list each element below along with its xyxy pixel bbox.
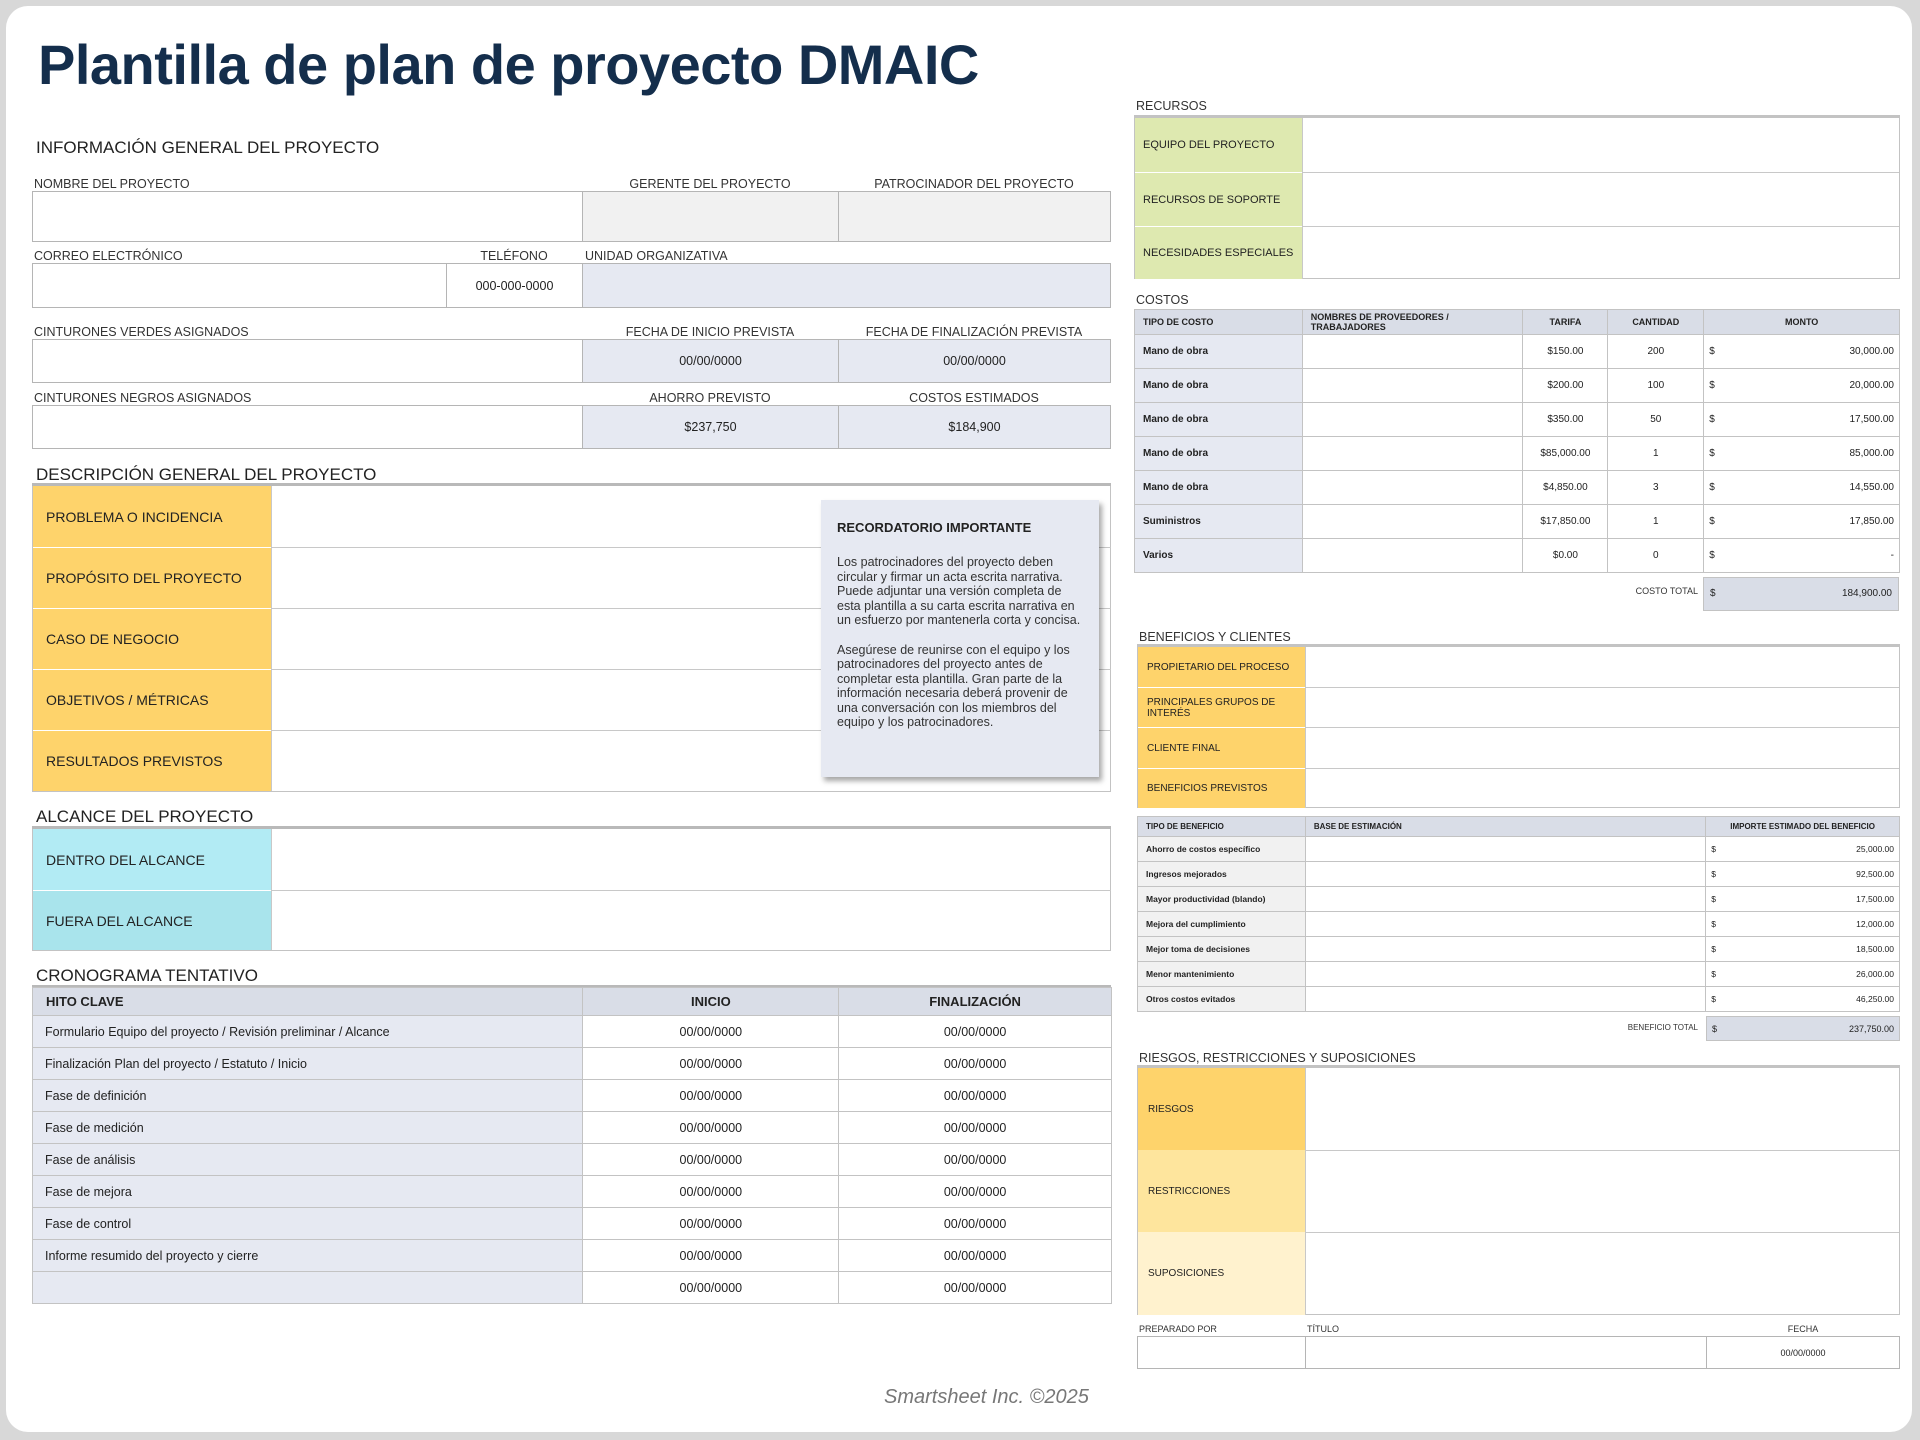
cost-supplier-cell[interactable]	[1302, 505, 1523, 539]
cost-supplier-cell[interactable]	[1302, 335, 1523, 369]
timeline-end-cell[interactable]: 00/00/0000	[839, 1272, 1112, 1304]
timeline-milestone-cell[interactable]: Fase de análisis	[33, 1144, 583, 1176]
cost-rate-cell[interactable]: $150.00	[1523, 335, 1608, 369]
cost-supplier-cell[interactable]	[1302, 437, 1523, 471]
table-row	[1135, 335, 1900, 369]
label-black-belts: CINTURONES NEGROS ASIGNADOS	[34, 391, 252, 405]
resources-input-area[interactable]	[1303, 118, 1899, 279]
table-row	[1138, 862, 1900, 887]
costs-total-currency: $	[1710, 588, 1716, 599]
timeline-header-end: FINALIZACIÓN	[839, 988, 1112, 1016]
benefit-header-amount: IMPORTE ESTIMADO DEL BENEFICIO	[1706, 817, 1900, 837]
benefits-table	[1137, 644, 1900, 808]
benefit-currency: $	[1711, 969, 1716, 979]
table-row	[1135, 471, 1900, 505]
benefit-amount-cell	[1706, 937, 1900, 962]
scope-table	[32, 829, 1111, 951]
cost-type-cell[interactable]: Mano de obra	[1135, 437, 1303, 471]
benefit-amount-value: 17,500.00	[1856, 894, 1894, 904]
table-row	[33, 1208, 1112, 1240]
cost-amount-value: 20,000.00	[1849, 380, 1894, 391]
overview-row-business-case: CASO DE NEGOCIO	[33, 608, 271, 669]
reminder-text-1: Los patrocinadores del proyecto deben circular y firmar un acta escrita narrativa. Puede adjuntar una versión completa de esta plantilla a su carta escrita narrativa en un esfuerzo por mantenerla corta y concisa.	[837, 555, 1081, 627]
reminder-text-2: Asegúrese de reunirse con el equipo y los patrocinadores del proyecto antes de completar esta plantilla. Gran parte de la información necesaria deberá provenir de una conversación con los miembros del equipo y los patrocinadores.	[837, 642, 1070, 729]
benefits-total-value: 237,750.00	[1848, 1024, 1894, 1034]
benefit-amount-cell	[1706, 912, 1900, 937]
benefits-total-currency: $	[1712, 1024, 1718, 1034]
risks-row-assumptions: SUPOSICIONES	[1138, 1232, 1305, 1315]
resources-row-special: NECESIDADES ESPECIALES	[1135, 226, 1302, 279]
benefit-amount-cell	[1706, 962, 1900, 987]
cost-currency: $	[1709, 414, 1715, 425]
benefit-type-cell[interactable]: Otros costos evitados	[1138, 987, 1306, 1012]
cost-amount-cell	[1704, 505, 1900, 539]
costs-table	[1134, 309, 1900, 573]
benefit-basis-cell[interactable]	[1305, 837, 1705, 862]
cost-type-cell[interactable]: Mano de obra	[1135, 403, 1303, 437]
benefit-basis-cell[interactable]	[1305, 962, 1705, 987]
costs-field[interactable]: $184,900	[838, 405, 1111, 449]
benefit-type-cell[interactable]: Mayor productividad (blando)	[1138, 887, 1306, 912]
risks-table	[1137, 1065, 1900, 1315]
label-email: CORREO ELECTRÓNICO	[34, 249, 183, 263]
cost-amount-value: 30,000.00	[1849, 346, 1894, 357]
table-row	[33, 1144, 1112, 1176]
prepared-by-field[interactable]	[1137, 1336, 1306, 1369]
timeline-milestone-cell[interactable]: Fase de control	[33, 1208, 583, 1240]
timeline-start-cell[interactable]: 00/00/0000	[583, 1112, 839, 1144]
benefits-input-area[interactable]	[1306, 647, 1899, 808]
benefit-amount-value: 25,000.00	[1856, 844, 1894, 854]
timeline-end-cell[interactable]: 00/00/0000	[839, 1144, 1112, 1176]
page-title: Plantilla de plan de proyecto DMAIC	[38, 33, 979, 96]
table-row	[33, 1240, 1112, 1272]
timeline-milestone-cell[interactable]: Formulario Equipo del proyecto / Revisión preliminar / Alcance	[33, 1016, 583, 1048]
timeline-start-cell[interactable]: 00/00/0000	[583, 1144, 839, 1176]
label-costs: COSTOS ESTIMADOS	[909, 391, 1039, 405]
timeline-start-cell[interactable]: 00/00/0000	[583, 1208, 839, 1240]
benefit-type-cell[interactable]: Menor mantenimiento	[1138, 962, 1306, 987]
risks-input-area[interactable]	[1306, 1068, 1899, 1315]
resources-row-support: RECURSOS DE SOPORTE	[1135, 172, 1302, 226]
benefit-currency: $	[1711, 894, 1716, 904]
cost-amount-value: 85,000.00	[1849, 448, 1894, 459]
costs-total-value: 184,900.00	[1841, 588, 1892, 599]
overview-row-objectives: OBJETIVOS / MÉTRICAS	[33, 669, 271, 730]
costs-header-quantity: CANTIDAD	[1608, 310, 1704, 335]
cost-amount-cell	[1704, 539, 1900, 573]
benefit-header-type: TIPO DE BENEFICIO	[1138, 817, 1306, 837]
benefit-amount-value: 12,000.00	[1856, 919, 1894, 929]
start-date-field[interactable]: 00/00/0000	[582, 339, 839, 383]
cost-currency: $	[1709, 346, 1715, 357]
benefit-amount-value: 18,500.00	[1856, 944, 1894, 954]
cost-quantity-cell[interactable]: 1	[1608, 505, 1704, 539]
costs-header-rate: TARIFA	[1523, 310, 1608, 335]
scope-row-in: DENTRO DEL ALCANCE	[33, 829, 271, 890]
benefit-type-cell[interactable]: Mejor toma de decisiones	[1138, 937, 1306, 962]
timeline-start-cell[interactable]: 00/00/0000	[583, 1272, 839, 1304]
table-row	[1138, 937, 1900, 962]
timeline-milestone-cell[interactable]	[33, 1272, 583, 1304]
cost-type-cell[interactable]: Mano de obra	[1135, 471, 1303, 505]
timeline-milestone-cell[interactable]: Fase de mejora	[33, 1176, 583, 1208]
cost-supplier-cell[interactable]	[1302, 369, 1523, 403]
benefits-row-customer: CLIENTE FINAL	[1138, 727, 1305, 768]
timeline-end-cell[interactable]: 00/00/0000	[839, 1176, 1112, 1208]
resources-table	[1134, 115, 1900, 279]
timeline-end-cell[interactable]: 00/00/0000	[839, 1080, 1112, 1112]
cost-amount-cell	[1704, 437, 1900, 471]
table-row	[1135, 403, 1900, 437]
timeline-header-milestone: HITO CLAVE	[33, 988, 583, 1016]
footer-copyright: Smartsheet Inc. ©2025	[884, 1386, 1089, 1408]
table-row	[1135, 437, 1900, 471]
overview-input-area[interactable]	[272, 486, 847, 791]
timeline-header-start: INICIO	[583, 988, 839, 1016]
resources-heading: RECURSOS	[1136, 99, 1207, 113]
label-signoff-date: FECHA	[1787, 1324, 1819, 1334]
template-page	[6, 6, 1912, 1432]
cost-rate-cell[interactable]: $85,000.00	[1523, 437, 1608, 471]
overview-row-results: RESULTADOS PREVISTOS	[33, 730, 271, 791]
timeline-start-cell[interactable]: 00/00/0000	[583, 1016, 839, 1048]
timeline-end-cell[interactable]: 00/00/0000	[839, 1048, 1112, 1080]
costs-heading: COSTOS	[1136, 293, 1189, 307]
table-row	[33, 1112, 1112, 1144]
table-row	[1138, 962, 1900, 987]
benefits-row-owner: PROPIETARIO DEL PROCESO	[1138, 647, 1305, 687]
label-signoff-title: TÍTULO	[1307, 1324, 1340, 1334]
table-row	[33, 1176, 1112, 1208]
signoff-date-field[interactable]: 00/00/0000	[1706, 1336, 1900, 1369]
label-project-name: NOMBRE DEL PROYECTO	[34, 177, 190, 191]
timeline-end-cell[interactable]: 00/00/0000	[839, 1208, 1112, 1240]
overview-row-purpose: PROPÓSITO DEL PROYECTO	[33, 547, 271, 608]
cost-quantity-cell[interactable]: 1	[1608, 437, 1704, 471]
cost-currency: $	[1709, 380, 1715, 391]
timeline-milestone-cell[interactable]: Fase de definición	[33, 1080, 583, 1112]
cost-type-cell[interactable]: Mano de obra	[1135, 369, 1303, 403]
cost-amount-cell	[1704, 403, 1900, 437]
timeline-start-cell[interactable]: 00/00/0000	[583, 1176, 839, 1208]
timeline-end-cell[interactable]: 00/00/0000	[839, 1240, 1112, 1272]
costs-header-type: TIPO DE COSTO	[1135, 310, 1303, 335]
benefit-amount-cell	[1706, 987, 1900, 1012]
label-org-unit: UNIDAD ORGANIZATIVA	[585, 249, 728, 263]
manager-field[interactable]	[582, 191, 839, 242]
timeline-milestone-cell[interactable]: Finalización Plan del proyecto / Estatuto / Inicio	[33, 1048, 583, 1080]
benefit-basis-cell[interactable]	[1305, 987, 1705, 1012]
label-manager: GERENTE DEL PROYECTO	[629, 177, 791, 191]
label-phone: TELÉFONO	[480, 249, 548, 263]
cost-supplier-cell[interactable]	[1302, 403, 1523, 437]
table-row	[33, 1048, 1112, 1080]
benefit-type-cell[interactable]: Mejora del cumplimiento	[1138, 912, 1306, 937]
overview-heading: DESCRIPCIÓN GENERAL DEL PROYECTO	[36, 465, 377, 484]
risks-heading: RIESGOS, RESTRICCIONES Y SUPOSICIONES	[1139, 1051, 1416, 1065]
benefit-estimates-table	[1137, 816, 1900, 1012]
phone-field[interactable]: 000-000-0000	[446, 263, 583, 308]
benefit-basis-cell[interactable]	[1305, 912, 1705, 937]
benefits-total-cell	[1706, 1016, 1900, 1041]
risks-row-risks: RIESGOS	[1138, 1068, 1305, 1150]
label-prepared-by: PREPARADO POR	[1139, 1324, 1217, 1334]
label-end-date: FECHA DE FINALIZACIÓN PREVISTA	[865, 325, 1083, 339]
resources-row-team: EQUIPO DEL PROYECTO	[1135, 118, 1302, 172]
benefit-currency: $	[1711, 994, 1716, 1004]
black-belts-field[interactable]	[32, 405, 583, 449]
benefit-amount-value: 92,500.00	[1856, 869, 1894, 879]
benefit-amount-cell	[1706, 837, 1900, 862]
table-row	[1138, 837, 1900, 862]
cost-amount-cell	[1704, 369, 1900, 403]
table-row	[1135, 539, 1900, 573]
cost-quantity-cell[interactable]: 100	[1608, 369, 1704, 403]
label-savings: AHORRO PREVISTO	[649, 391, 771, 405]
cost-amount-cell	[1704, 471, 1900, 505]
costs-header-amount: MONTO	[1704, 310, 1900, 335]
cost-amount-value: 14,550.00	[1849, 482, 1894, 493]
scope-heading: ALCANCE DEL PROYECTO	[36, 807, 254, 826]
timeline-milestone-cell[interactable]: Fase de medición	[33, 1112, 583, 1144]
benefit-header-basis: BASE DE ESTIMACIÓN	[1305, 817, 1705, 837]
benefits-row-stakeholders: PRINCIPALES GRUPOS DE INTERÉS	[1138, 687, 1305, 727]
table-row	[33, 1016, 1112, 1048]
costs-body	[1135, 335, 1900, 573]
timeline-end-cell[interactable]: 00/00/0000	[839, 1016, 1112, 1048]
general-heading: INFORMACIÓN GENERAL DEL PROYECTO	[36, 138, 380, 157]
green-belts-field[interactable]	[32, 339, 583, 383]
label-green-belts: CINTURONES VERDES ASIGNADOS	[34, 325, 249, 339]
cost-rate-cell[interactable]: $17,850.00	[1523, 505, 1608, 539]
table-row	[1135, 505, 1900, 539]
cost-rate-cell[interactable]: $200.00	[1523, 369, 1608, 403]
benefits-row-expected: BENEFICIOS PREVISTOS	[1138, 768, 1305, 808]
cost-quantity-cell[interactable]: 3	[1608, 471, 1704, 505]
project-name-field[interactable]	[32, 191, 583, 242]
benefit-currency: $	[1711, 844, 1716, 854]
cost-rate-cell[interactable]: $0.00	[1523, 539, 1608, 573]
costs-total-label: COSTO TOTAL	[1635, 586, 1698, 596]
signoff-title-field[interactable]	[1305, 1336, 1707, 1369]
costs-total-cell	[1703, 577, 1899, 611]
risks-row-constraints: RESTRICCIONES	[1138, 1150, 1305, 1232]
scope-row-out: FUERA DEL ALCANCE	[33, 890, 271, 950]
savings-field[interactable]: $237,750	[582, 405, 839, 449]
cost-rate-cell[interactable]: $350.00	[1523, 403, 1608, 437]
benefit-amount-value: 26,000.00	[1856, 969, 1894, 979]
end-date-field[interactable]: 00/00/0000	[838, 339, 1111, 383]
table-row	[1138, 912, 1900, 937]
cost-quantity-cell[interactable]: 0	[1608, 539, 1704, 573]
label-sponsor: PATROCINADOR DEL PROYECTO	[874, 177, 1074, 191]
cost-amount-cell	[1704, 335, 1900, 369]
sponsor-field[interactable]	[838, 191, 1111, 242]
benefit-amount-value: 46,250.00	[1856, 994, 1894, 1004]
table-row	[33, 1272, 1112, 1304]
cost-currency: $	[1709, 448, 1715, 459]
cost-rate-cell[interactable]: $4,850.00	[1523, 471, 1608, 505]
timeline-milestone-cell[interactable]: Informe resumido del proyecto y cierre	[33, 1240, 583, 1272]
benefit-basis-cell[interactable]	[1305, 937, 1705, 962]
overview-row-problem: PROBLEMA O INCIDENCIA	[33, 486, 271, 547]
benefit-basis-cell[interactable]	[1305, 862, 1705, 887]
scope-input-area[interactable]	[272, 829, 1111, 950]
cost-amount-value: 17,850.00	[1849, 516, 1894, 527]
benefit-basis-cell[interactable]	[1305, 887, 1705, 912]
cost-amount-value: -	[1890, 550, 1894, 561]
timeline-start-cell[interactable]: 00/00/0000	[583, 1048, 839, 1080]
timeline-table	[32, 987, 1112, 1304]
cost-currency: $	[1709, 482, 1715, 493]
cost-amount-value: 17,500.00	[1849, 414, 1894, 425]
table-row	[33, 1080, 1112, 1112]
timeline-start-cell[interactable]: 00/00/0000	[583, 1080, 839, 1112]
timeline-start-cell[interactable]: 00/00/0000	[583, 1240, 839, 1272]
benefit-type-cell[interactable]: Ingresos mejorados	[1138, 862, 1306, 887]
reminder-title: RECORDATORIO IMPORTANTE	[837, 520, 1032, 535]
benefit-estimates-body	[1138, 837, 1900, 1012]
email-field[interactable]	[32, 263, 447, 308]
table-row	[1138, 887, 1900, 912]
timeline-body	[33, 1016, 1112, 1304]
benefit-type-cell[interactable]: Ahorro de costos específico	[1138, 837, 1306, 862]
table-row	[1138, 987, 1900, 1012]
table-row	[1135, 369, 1900, 403]
cost-supplier-cell[interactable]	[1302, 471, 1523, 505]
benefit-currency: $	[1711, 869, 1716, 879]
cost-type-cell[interactable]: Varios	[1135, 539, 1303, 573]
benefit-amount-cell	[1706, 887, 1900, 912]
benefits-heading: BENEFICIOS Y CLIENTES	[1139, 630, 1291, 644]
benefits-total-label: BENEFICIO TOTAL	[1627, 1023, 1698, 1032]
benefit-currency: $	[1711, 944, 1716, 954]
timeline-heading: CRONOGRAMA TENTATIVO	[36, 966, 258, 985]
benefit-currency: $	[1711, 919, 1716, 929]
label-start-date: FECHA DE INICIO PREVISTA	[625, 325, 795, 339]
costs-header-suppliers: NOMBRES DE PROVEEDORES / TRABAJADORES	[1302, 310, 1523, 335]
cost-type-cell[interactable]: Mano de obra	[1135, 335, 1303, 369]
cost-quantity-cell[interactable]: 200	[1608, 335, 1704, 369]
cost-currency: $	[1709, 550, 1715, 561]
cost-currency: $	[1709, 516, 1715, 527]
cost-type-cell[interactable]: Suministros	[1135, 505, 1303, 539]
timeline-end-cell[interactable]: 00/00/0000	[839, 1112, 1112, 1144]
org-unit-field[interactable]	[582, 263, 1111, 308]
cost-supplier-cell[interactable]	[1302, 539, 1523, 573]
reminder-callout	[821, 500, 1099, 777]
cost-quantity-cell[interactable]: 50	[1608, 403, 1704, 437]
benefit-amount-cell	[1706, 862, 1900, 887]
